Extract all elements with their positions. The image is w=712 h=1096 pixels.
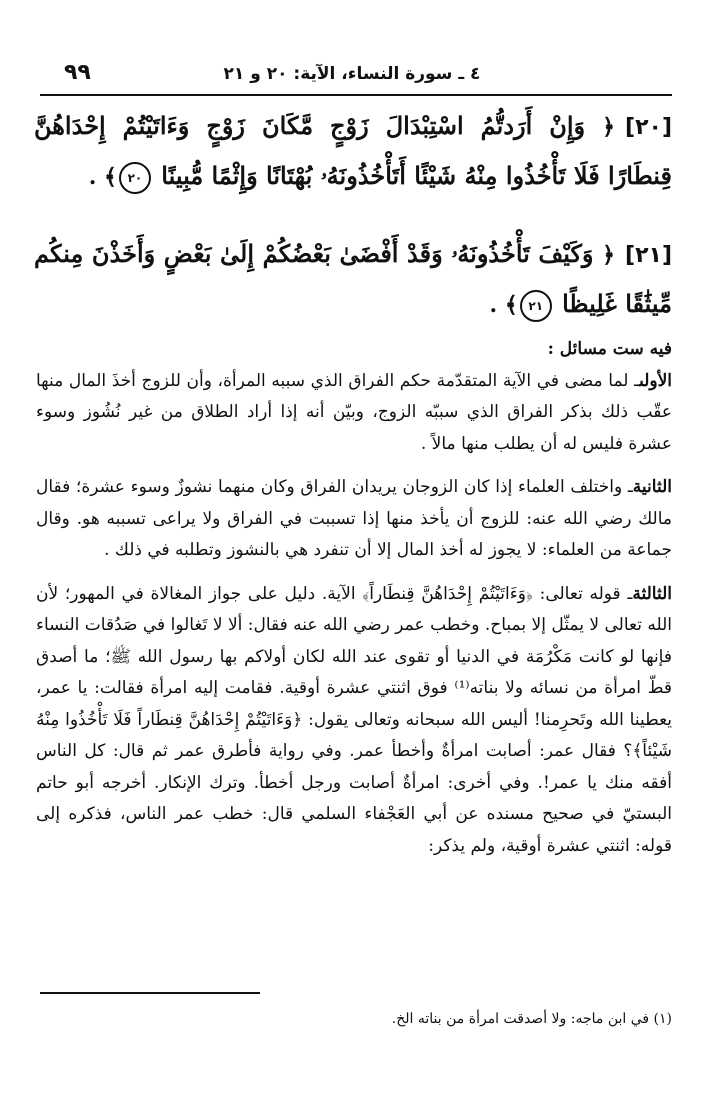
running-title: ٤ ـ سورة النساء، الآية: ٢٠ و ٢١ [223, 64, 481, 84]
verse-21 [34, 230, 672, 329]
verse-text: وَإِنْ أَرَدتُّمُ اسْتِبْدَالَ زَوْجٍ مَّكَانَ زَوْجٍ وَءَاتَيْتُمْ إِحْدَاهُنَّ قِنطَارًا فَلَا تَأْخُذُوا مِنْهُ شَيْئًا أَتَأْخُذُونَهُۥ بُهْتَانًا وَإِثْمًا مُّبِينًا [34, 111, 672, 190]
verse-number: [٢١] [625, 243, 672, 268]
intro-line: فيه ست مسائل : [547, 339, 672, 359]
quran-bracket-close: ﴾ . [88, 164, 117, 190]
verse-text: وَكَيْفَ تَأْخُذُونَهُۥ وَقَدْ أَفْضَىٰ بَعْضُكُمْ إِلَىٰ بَعْضٍ وَأَخَذْنَ مِنكُم مِّيثَٰقًا غَلِيظًا [34, 239, 672, 318]
quran-bracket-close: ﴾ . [489, 292, 518, 318]
header-rule [40, 94, 672, 96]
masala-text: ـ قوله تعالى: ﴿وَءَاتَيْتُمْ إِحْدَاهُنَّ قِنطَاراً﴾ الآية. دليل على جواز المغالاة في المهور؛ لأن الله تعالى لا يمثّل إلا بمباح. وخطب عمر رضي الله عنه فقال: ألا لا تَغالوا في صَدُقات النساء فإنها لو كانت مَكْرُمَة في الدنيا أو تقوى عند الله لكان أولاكم بها رسول الله ﷺ؛ ما أصدق قطّ امرأة من نسائه ولا بناته⁽¹⁾ فوق اثنتي عشرة أوقية. فقامت إليه امرأة فقالت: يا عمر، يعطينا الله وتَحرِمنا! أليس الله سبحانه وتعالى يقول: ﴿وَءَاتَيْتُمْ إِحْدَاهُنَّ قِنطَاراً فَلَا تَأْخُذُوا مِنْهُ شَيْئاً﴾؟ فقال عمر: أصابت امرأةٌ وأخطأ عمر. وفي رواية فأطرق عمر ثم قال: كل الناس أفقه منك يا عمر!. وفي أخرى: امرأةٌ أصابت ورجل أخطأ. وترك الإنكار. أخرجه أبو حاتم البستيّ في صحيح مسنده عن أبي العَجْفاء السلمي قال: خطب عمر الناس، فذكره إلى قوله: اثنتي عشرة أوقية، ولم يذكر: [36, 583, 672, 856]
page-number: ٩٩ [64, 60, 91, 85]
quran-bracket-open: ﴿ [602, 114, 616, 140]
ayah-end-marker: ٢٠ [119, 162, 151, 194]
quran-bracket-open: ﴿ [602, 242, 616, 268]
footnote-rule [40, 992, 260, 994]
verse-20 [34, 102, 672, 201]
footnote: (١) في ابن ماجه: ولا أصدقت امرأة من بناته الخ. [391, 1011, 672, 1027]
masala-label: الأولى [639, 370, 672, 391]
commentary [36, 334, 672, 862]
masala-1 [36, 366, 672, 461]
masala-2 [36, 472, 672, 567]
masala-label: الثالثة [632, 583, 672, 604]
page-header [40, 60, 672, 92]
masala-text: ـ واختلف العلماء إذا كان الزوجان يريدان الفراق وكان منهما نشوزٌ وسوء عشرة؛ فقال مالك رضي الله عنه: للزوج أن يأخذ منها إذا تسببت في الفراق ولا يراعى تسببه هو. وقال جماعة من العلماء: لا يجوز له أخذ المال إلا أن تنفرد هي بالنشوز وتطلبه في ذلك . [36, 477, 672, 560]
verse-number: [٢٠] [625, 115, 673, 140]
masala-3 [36, 579, 672, 863]
masala-label: الثانية [632, 477, 672, 497]
masala-text: ـ لما مضى في الآية المتقدّمة حكم الفراق الذي سببه المرأة، وأن للزوج أخذَ المال منها عقّب ذلك بذكر الفراق الذي سببّه الزوج، وبيّن أنه إذا أراد الطلاق من غير نُشُوز وسوء عشرة فليس له أن يطلب منها مالاً . [36, 370, 672, 454]
ayah-end-marker: ٢١ [520, 290, 552, 322]
